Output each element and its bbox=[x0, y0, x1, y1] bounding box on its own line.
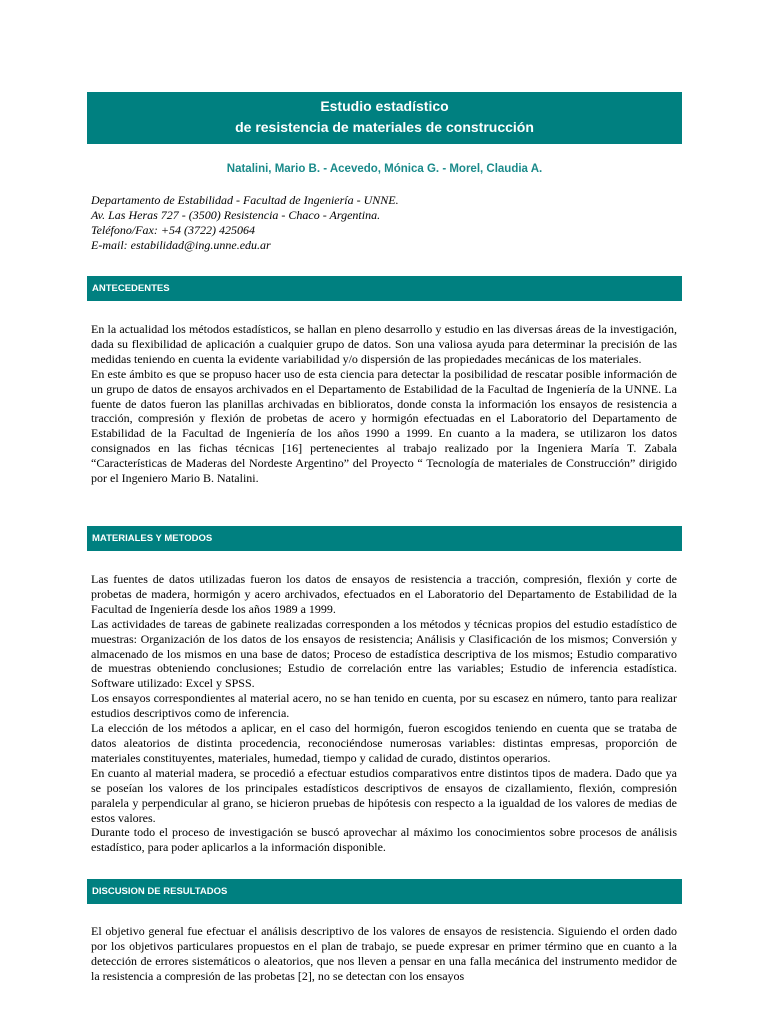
paragraph: En este ámbito es que se propuso hacer uso de esta ciencia para detectar la posibilidad de rescatar posible información de un grupo de datos de ensayos archivados en el Departamento de Estabilidad de la Facultad de Ingeniería de la UNNE. La fuente de datos fueron las planillas archivadas en biblioratos, donde consta la información los ensayos de resistencia a tracción, compresión y flexión de probetas de acero y hormigón efectuadas en el Laboratorio del Departamento de Estabilidad de la Facultad de Ingeniería de los años 1990 a 1999. En cuanto a la madera, se utilizaron los datos consignados en las fichas técnicas [16] pertenecientes al trabajo realizado por la Ingeniera María T. Zabala “Características de Maderas del Nordeste Argentino” del Proyecto “ Tecnología de materiales de Construcción” dirigido por el Ingeniero Mario B. Natalini. bbox=[91, 366, 677, 486]
affiliation-department: Departamento de Estabilidad - Facultad de Ingeniería - UNNE. bbox=[91, 193, 399, 207]
title-line-1: Estudio estadístico bbox=[320, 98, 449, 114]
paragraph: Durante todo el proceso de investigación se buscó aprovechar al máximo los conocimientos sobre procesos de análisis estadístico, para poder aplicarlos a la información disponible. bbox=[91, 825, 677, 855]
paragraph: La elección de los métodos a aplicar, en el caso del hormigón, fueron escogidos teniendo en cuenta que se trataba de datos aleatorios de distinta procedencia, reconociéndose numerosas variables: distintas empresas, proporción de materiales constituyentes, materiales, humedad, tiempo y calidad de curado, distintos operarios. bbox=[91, 721, 677, 765]
section-body-materiales-y-metodos bbox=[91, 572, 677, 855]
authors-line: Natalini, Mario B. - Acevedo, Mónica G. - Morel, Claudia A. bbox=[226, 163, 543, 175]
paragraph: Las fuentes de datos utilizadas fueron los datos de ensayos de resistencia a tracción, compresión, flexión y corte de probetas de madera, hormigón y acero archivados, efectuados en el Laboratorio del Departamento de Estabilidad de la Facultad de Ingeniería desde los años 1989 a 1999. bbox=[91, 572, 677, 616]
section-heading-materiales-y-metodos: MATERIALES Y METODOS bbox=[87, 526, 682, 551]
affiliation-email: E-mail: estabilidad@ing.unne.edu.ar bbox=[91, 238, 271, 252]
section-body-antecedentes bbox=[91, 322, 677, 486]
section-heading-discusion-de-resultados: DISCUSION DE RESULTADOS bbox=[87, 879, 682, 904]
paragraph: El objetivo general fue efectuar el análisis descriptivo de los valores de ensayos de resistencia. Siguiendo el orden dado por los objetivos particulares propuestos en el plan de trabajo, se puede expresar en primer término que en cuanto a la detección de errores sistemáticos o aleatorios, que nos lleven a pensar en una falla mecánica del instrumento medidor de la resistencia a compresión de las probetas [2], no se detectan con los ensayos bbox=[91, 924, 677, 983]
section-heading-antecedentes: ANTECEDENTES bbox=[87, 276, 682, 301]
section-body-discusion-de-resultados bbox=[91, 924, 677, 984]
paragraph: Las actividades de tareas de gabinete realizadas corresponden a los métodos y técnicas propios del estudio estadístico de muestras: Organización de los datos de los ensayos de resistencia; Análisis y Clasificación de los mismos; Conversión y almacenado de los mismos en una base de datos; Proceso de estadística descriptiva de los mismos; Estudio comparativo de muestras obteniendo conclusiones; Estudio de correlación entre las variables; Estudio de inferencia estadística. Software utilizado: Excel y SPSS. bbox=[91, 616, 677, 691]
paragraph: Los ensayos correspondientes al material acero, no se han tenido en cuenta, por su escasez en número, tanto para realizar estudios descriptivos como de inferencia. bbox=[91, 691, 677, 721]
affiliation-address: Av. Las Heras 727 - (3500) Resistencia - Chaco - Argentina. bbox=[91, 208, 381, 222]
paragraph: En cuanto al material madera, se procedió a efectuar estudios comparativos entre distintos tipos de madera. Dado que ya se poseían los valores de los principales estadísticos descriptivos de ensayos de cizallamiento, flexión, compresión paralela y perpendicular al grano, se hicieron pruebas de hipótesis con respecto a la igualdad de los valores de medias de estos valores. bbox=[91, 765, 677, 825]
affiliation-phone: Teléfono/Fax: +54 (3722) 425064 bbox=[91, 223, 255, 237]
affiliation-block bbox=[91, 193, 681, 253]
paragraph: En la actualidad los métodos estadísticos, se hallan en pleno desarrollo y estudio en las diversas áreas de la investigación, dada su flexibilidad de aplicación a cualquier grupo de datos. Son una valiosa ayuda para determinar la precisión de las medidas teniendo en cuenta la evidente variabilidad y/o dispersión de las propiedades mecánicas de los materiales. bbox=[91, 322, 677, 366]
title-banner bbox=[87, 92, 682, 144]
title-line-2: de resistencia de materiales de construcción bbox=[235, 119, 534, 135]
